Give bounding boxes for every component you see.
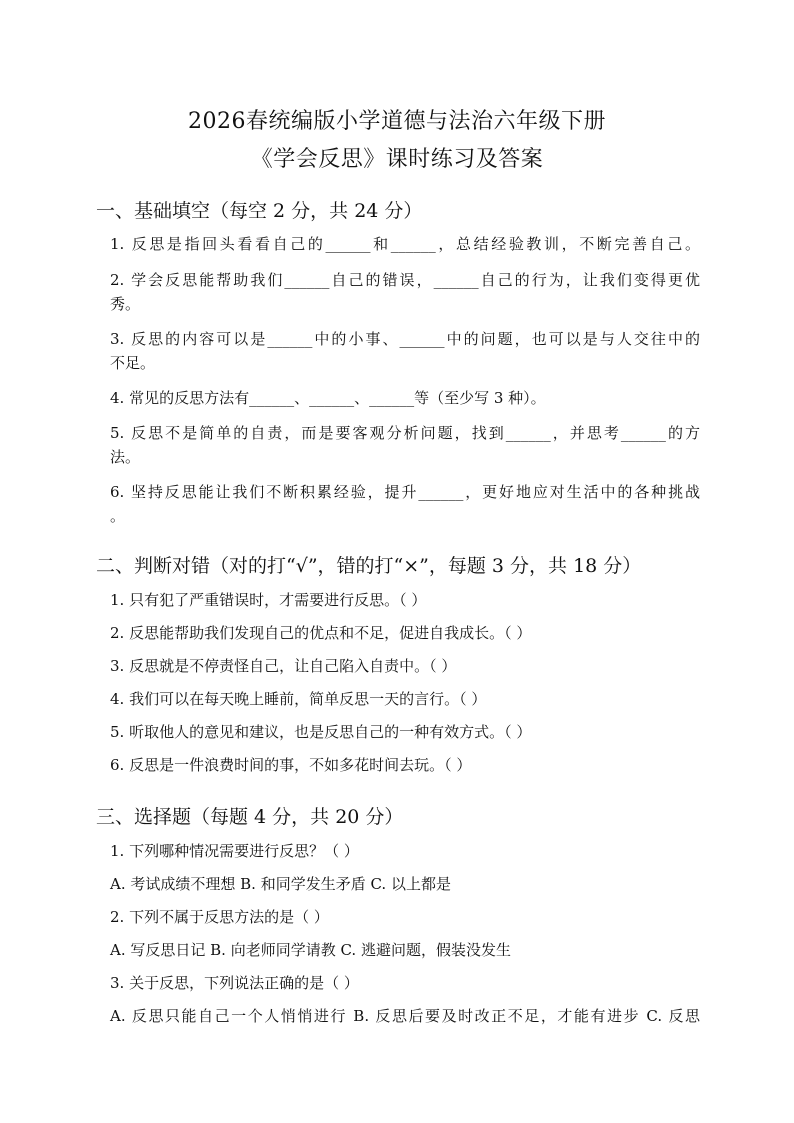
question-line: 2. 学会反思能帮助我们______自己的错误，______自己的行为，让我们变得更优 — [110, 271, 700, 289]
question-line: 6. 坚持反思能让我们不断积累经验，提升______，更好地应对生活中的各种挑战 — [110, 483, 700, 501]
question-line: 2. 下列不属于反思方法的是（ ） — [110, 908, 329, 926]
question-line: 1. 只有犯了严重错误时，才需要进行反思。（ ） — [110, 591, 427, 609]
section-heading-fill-blank: 一、基础填空（每空 2 分，共 24 分） — [96, 200, 423, 222]
question-line-continuation: 。 — [110, 507, 126, 525]
question-line: 6. 反思是一件浪费时间的事，不如多花时间去玩。（ ） — [110, 756, 472, 774]
question-line-continuation: 不足。 — [110, 354, 156, 372]
section-heading-multiple-choice: 三、选择题（每题 4 分，共 20 分） — [96, 806, 404, 828]
question-line: 2. 反思能帮助我们发现自己的优点和不足，促进自我成长。（ ） — [110, 624, 532, 642]
question-line: 3. 反思就是不停责怪自己，让自己陷入自责中。（ ） — [110, 657, 457, 675]
question-line-continuation: 秀。 — [110, 295, 141, 313]
question-line: 4. 常见的反思方法有______、______、______等（至少写 3 种）。 — [110, 389, 546, 407]
question-line: 5. 听取他人的意见和建议，也是反思自己的一种有效方式。（ ） — [110, 723, 532, 741]
answer-options-line: A. 考试成绩不理想 B. 和同学发生矛盾 C. 以上都是 — [110, 875, 451, 893]
answer-options-line: A. 写反思日记 B. 向老师同学请教 C. 逃避问题，假装没发生 — [110, 941, 511, 959]
answer-options-line: A. 反思只能自己一个人悄悄进行 B. 反思后要及时改正不足，才能有进步 C. 反思 — [110, 1007, 700, 1025]
question-line: 1. 下列哪种情况需要进行反思？（ ） — [110, 842, 359, 860]
question-line: 4. 我们可以在每天晚上睡前，简单反思一天的言行。（ ） — [110, 690, 487, 708]
question-line-continuation: 法。 — [110, 448, 141, 466]
question-line: 5. 反思不是简单的自责，而是要客观分析问题，找到______，并思考______的方 — [110, 424, 700, 442]
question-line: 1. 反思是指回头看看自己的______和______，总结经验教训，不断完善自己。 — [110, 235, 700, 253]
question-line: 3. 关于反思，下列说法正确的是（ ） — [110, 974, 359, 992]
section-heading-true-false: 二、判断对错（对的打“√”，错的打“×”，每题 3 分，共 18 分） — [96, 555, 642, 577]
document-title-line1: 2026春统编版小学道德与法治六年级下册 — [188, 109, 606, 134]
question-line: 3. 反思的内容可以是______中的小事、______中的问题，也可以是与人交往中的 — [110, 330, 700, 348]
document-title-line2: 《学会反思》课时练习及答案 — [250, 147, 544, 172]
